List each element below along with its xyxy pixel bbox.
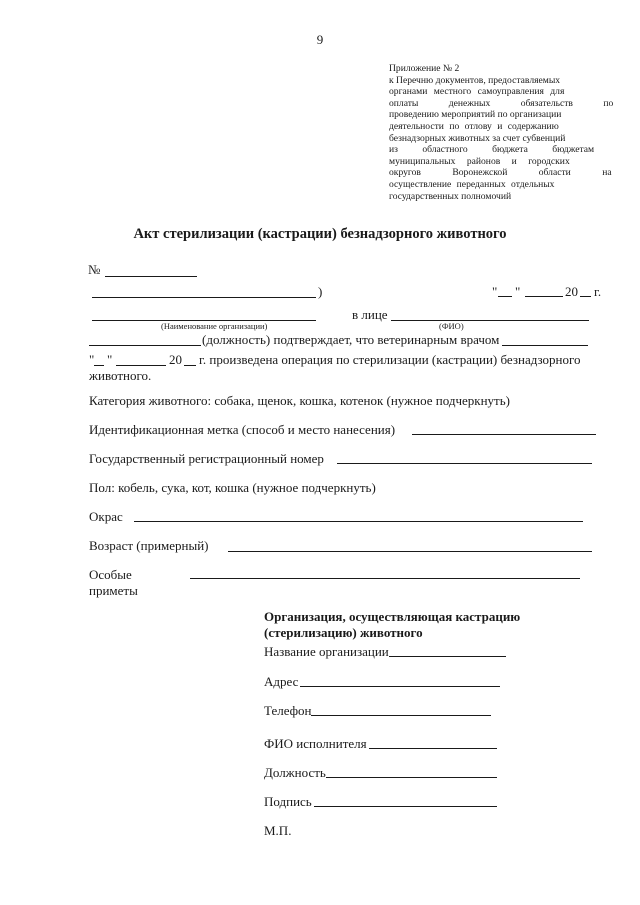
org-name-label: Название организации: [264, 644, 389, 659]
job-position-field[interactable]: [326, 777, 497, 778]
page-title: Акт стерилизации (кастрации) безнадзорного животного: [133, 226, 507, 242]
phone-field[interactable]: [311, 715, 491, 716]
org-caption: (Наименование организации): [161, 321, 268, 331]
executor-field[interactable]: [369, 748, 497, 749]
special-marks-field[interactable]: [190, 578, 580, 579]
address-label: Адрес: [264, 674, 299, 689]
job-position-label: Должность: [264, 765, 326, 780]
op-day-field[interactable]: [94, 365, 104, 366]
year-prefix: 20: [565, 284, 578, 299]
appendix-line: из областного бюджета бюджетам: [389, 144, 595, 156]
number-field[interactable]: [105, 276, 197, 277]
date-quote-open: ": [492, 284, 498, 299]
id-mark-field[interactable]: [412, 434, 596, 435]
position-field[interactable]: [89, 345, 201, 346]
fio-caption: (ФИО): [439, 321, 464, 331]
signature-field[interactable]: [314, 806, 497, 807]
sex-label: Пол: кобель, сука, кот, кошка (нужное подчеркнуть): [89, 480, 376, 495]
close-paren: ): [318, 284, 323, 299]
color-field[interactable]: [134, 521, 583, 522]
org-heading-2: (стерилизацию) животного: [264, 625, 423, 640]
op-year-field[interactable]: [184, 365, 196, 366]
age-field[interactable]: [228, 551, 592, 552]
appendix-note: [389, 63, 614, 202]
phone-label: Телефон: [264, 703, 312, 718]
reg-number-label: Государственный регистрационный номер: [89, 451, 324, 466]
address-field[interactable]: [300, 686, 500, 687]
category-label: Категория животного: собака, щенок, кошка, котенок (нужное подчеркнуть): [89, 393, 510, 408]
id-mark-label: Идентификационная метка (способ и место нанесения): [89, 422, 396, 437]
age-label: Возраст (примерный): [89, 538, 209, 553]
op-quote-close: ": [107, 352, 113, 367]
appendix-line: Приложение № 2: [389, 63, 460, 74]
signature-label: Подпись: [264, 794, 312, 809]
appendix-line: к Перечню документов, предоставляемых: [389, 74, 561, 86]
appendix-line: органами местного самоуправления для: [389, 86, 565, 98]
executor-label: ФИО исполнителя: [264, 736, 367, 751]
position-text: (должность) подтверждает, что ветеринарным врачом: [202, 332, 500, 347]
date-quote-close: ": [515, 284, 521, 299]
op-quote-open: ": [89, 352, 95, 367]
appendix-line: оплаты денежных обязательств по: [389, 97, 614, 109]
appendix-line: муниципальных районов и городских: [389, 155, 570, 167]
appendix-line: осуществление переданных отдельных: [389, 178, 555, 190]
vet-field[interactable]: [502, 345, 588, 346]
appendix-line: проведению мероприятий по организации: [389, 109, 562, 121]
stamp-label: М.П.: [264, 823, 292, 838]
date-month-field[interactable]: [525, 296, 563, 297]
date-day-field[interactable]: [498, 296, 512, 297]
op-text: г. произведена операция по стерилизации (кастрации) безнадзорного: [199, 352, 581, 367]
appendix-line: безнадзорных животных за счет субвенций: [389, 132, 566, 144]
fio-field[interactable]: [391, 320, 589, 321]
special-label-2: приметы: [89, 583, 138, 598]
color-label: Окрас: [89, 509, 123, 524]
appendix-line: округов Воронежской области на: [389, 167, 612, 179]
appendix-line: деятельности по отлову и содержанию: [389, 120, 559, 132]
special-label-1: Особые: [89, 567, 132, 582]
org-heading-1: Организация, осуществляющая кастрацию: [264, 609, 521, 624]
org-name-field[interactable]: [389, 656, 506, 657]
date-year-field[interactable]: [580, 296, 591, 297]
year-suffix: г.: [594, 284, 602, 299]
op-month-field[interactable]: [116, 365, 166, 366]
in-person-label: в лице: [352, 307, 388, 322]
number-sign: №: [88, 262, 101, 277]
op-text-2: животного.: [89, 368, 152, 383]
page-number: 9: [316, 32, 324, 47]
organization-field[interactable]: [92, 297, 316, 298]
appendix-line: государственных полномочий: [389, 190, 512, 202]
reg-number-field[interactable]: [337, 463, 592, 464]
op-year-prefix: 20: [169, 352, 182, 367]
